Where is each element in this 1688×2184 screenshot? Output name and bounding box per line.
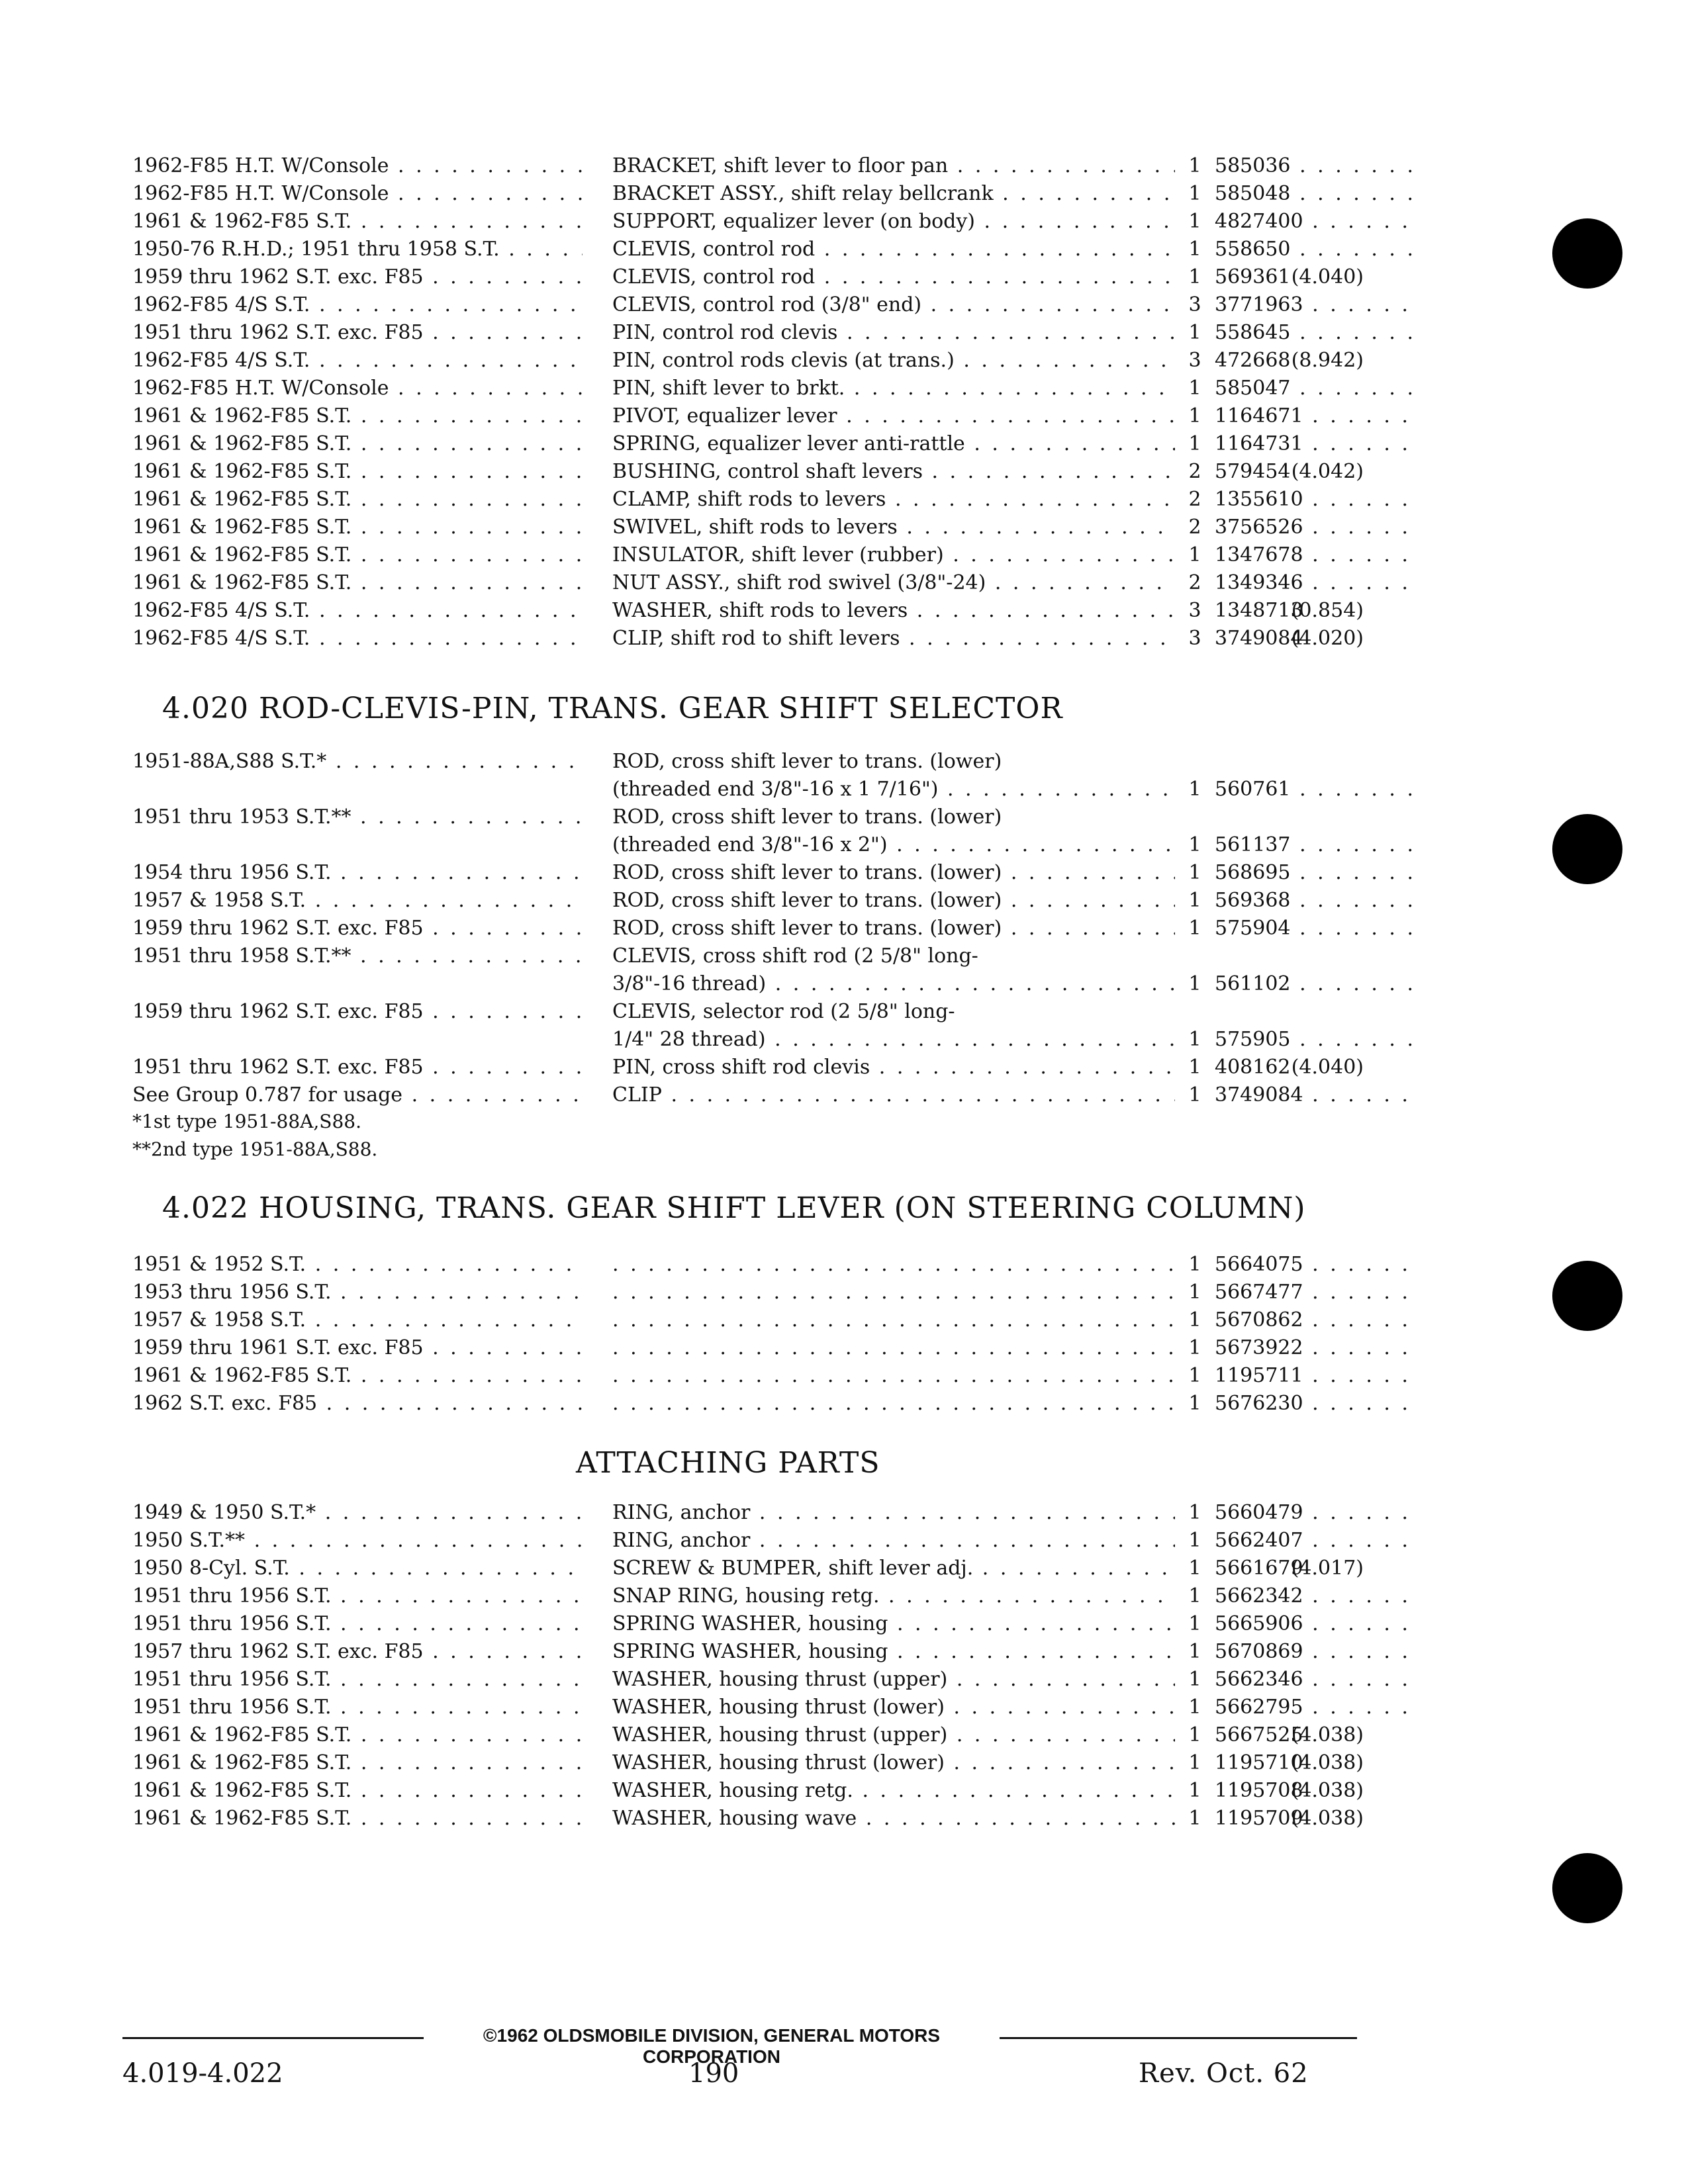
- parts-row: [132, 263, 1364, 291]
- description-cell: WASHER, housing thrust (lower) . . .: [612, 1694, 1175, 1721]
- description-cell: SUPPORT, equalizer lever (on body) . . .: [612, 208, 1175, 236]
- parts-row: [132, 236, 1357, 263]
- punch-hole: [1552, 218, 1622, 289]
- parts-row: [132, 458, 1364, 486]
- part-number-cell: 1195708: [1215, 1779, 1303, 1802]
- description-cell: PIN, control rod clevis . . .: [612, 319, 1175, 347]
- parts-row: [132, 514, 1357, 541]
- parts-row: [132, 998, 1357, 1026]
- part-number-cell: 3771963 . . .: [1215, 291, 1413, 319]
- parts-row: [132, 1081, 1357, 1109]
- quantity-cell: 1: [1188, 1807, 1201, 1830]
- description-cell: ROD, cross shift lever to trans. (lower): [612, 805, 1002, 829]
- usage-cell: 1954 thru 1956 S.T. . . .: [132, 859, 583, 887]
- parts-row: [132, 1610, 1357, 1638]
- quantity-cell: 1: [1188, 265, 1201, 289]
- parts-row: [132, 776, 1357, 803]
- reference-cell: (4.038): [1291, 1751, 1364, 1774]
- quantity-cell: 1: [1188, 321, 1201, 344]
- quantity-cell: 1: [1188, 210, 1201, 233]
- quantity-cell: 1: [1188, 1751, 1201, 1774]
- description-cell: WASHER, housing wave . . .: [612, 1805, 1175, 1833]
- part-number-cell: 569368 . . .: [1215, 887, 1413, 915]
- quantity-cell: 1: [1188, 377, 1201, 400]
- part-number-cell: 5667477 . . .: [1215, 1279, 1413, 1306]
- usage-cell: 1950-76 R.H.D.; 1951 thru 1958 S.T. . . .: [132, 236, 583, 263]
- footer-rule-left: [122, 2037, 453, 2039]
- usage-cell: 1961 & 1962-F85 S.T. . . .: [132, 1805, 583, 1833]
- parts-row: [132, 915, 1357, 942]
- description-cell: 1/4" 28 thread) . . .: [612, 1026, 1175, 1054]
- part-number-cell: 5662407 . . .: [1215, 1527, 1413, 1555]
- usage-cell: 1961 & 1962-F85 S.T. . . .: [132, 569, 583, 597]
- description-cell: SWIVEL, shift rods to levers . . .: [612, 514, 1175, 541]
- description-cell: RING, anchor . . .: [612, 1499, 1175, 1527]
- part-number-cell: 569361: [1215, 265, 1291, 289]
- part-number-cell: 3756526 . . .: [1215, 514, 1413, 541]
- description-cell: SCREW & BUMPER, shift lever adj. . . .: [612, 1555, 1175, 1582]
- quantity-cell: 1: [1188, 1723, 1201, 1747]
- parts-row: [132, 887, 1357, 915]
- quantity-cell: 1: [1188, 833, 1201, 856]
- quantity-cell: 3: [1188, 293, 1201, 316]
- parts-row: [132, 831, 1357, 859]
- usage-cell: 1962-F85 H.T. W/Console . . .: [132, 375, 583, 402]
- description-cell: NUT ASSY., shift rod swivel (3/8"-24) . . .: [612, 569, 1175, 597]
- usage-cell: 1961 & 1962-F85 S.T. . . .: [132, 486, 583, 514]
- description-cell: INSULATOR, shift lever (rubber) . . .: [612, 541, 1175, 569]
- quantity-cell: 1: [1188, 1308, 1201, 1332]
- usage-cell: 1961 & 1962-F85 S.T. . . .: [132, 458, 583, 486]
- parts-row: [132, 748, 1357, 776]
- quantity-cell: 1: [1188, 889, 1201, 912]
- parts-row: [132, 1555, 1364, 1582]
- parts-row: [132, 152, 1357, 180]
- usage-cell: 1962-F85 H.T. W/Console . . .: [132, 152, 583, 180]
- part-number-cell: 5670869 . . .: [1215, 1638, 1413, 1666]
- usage-cell: 1959 thru 1962 S.T. exc. F85 . . .: [132, 998, 583, 1026]
- punch-hole: [1552, 1853, 1622, 1923]
- parts-table-4020: [132, 748, 1364, 1109]
- parts-row: [132, 1805, 1364, 1833]
- quantity-cell: 2: [1188, 460, 1201, 483]
- part-number-cell: 5662795 . . .: [1215, 1694, 1413, 1721]
- usage-cell: 1962-F85 H.T. W/Console . . .: [132, 180, 583, 208]
- quantity-cell: 1: [1188, 917, 1201, 940]
- quantity-cell: 2: [1188, 516, 1201, 539]
- description-cell: [612, 1279, 1175, 1306]
- usage-cell: 1951 thru 1958 S.T.** . . .: [132, 942, 583, 970]
- part-number-cell: 1195710: [1215, 1751, 1303, 1774]
- usage-cell: 1962-F85 4/S S.T. . . .: [132, 597, 583, 625]
- parts-row: [132, 180, 1357, 208]
- footer-section-range: 4.019-4.022: [122, 2058, 283, 2089]
- description-cell: [612, 1362, 1175, 1390]
- parts-row: [132, 291, 1357, 319]
- section-heading-4022: 4.022 HOUSING, TRANS. GEAR SHIFT LEVER (ON STEERING COLUMN): [162, 1191, 1306, 1225]
- part-number-cell: 575905 . . .: [1215, 1026, 1413, 1054]
- part-number-cell: 1347678 . . .: [1215, 541, 1413, 569]
- parts-row: [132, 1251, 1357, 1279]
- description-cell: PIN, control rods clevis (at trans.) . . .: [612, 347, 1175, 375]
- description-cell: CLEVIS, control rod . . .: [612, 236, 1175, 263]
- parts-row: [132, 1026, 1357, 1054]
- part-number-cell: 1164671 . . .: [1215, 402, 1413, 430]
- part-number-cell: 1164731 . . .: [1215, 430, 1413, 458]
- description-cell: WASHER, shift rods to levers . . .: [612, 597, 1175, 625]
- quantity-cell: 1: [1188, 1028, 1201, 1051]
- parts-row: [132, 625, 1364, 653]
- quantity-cell: 3: [1188, 599, 1201, 622]
- footnote-1: *1st type 1951-88A,S88.: [132, 1111, 361, 1132]
- part-number-cell: 5665906 . . .: [1215, 1610, 1413, 1638]
- usage-cell: 1951 thru 1956 S.T. . . .: [132, 1582, 583, 1610]
- parts-row: [132, 208, 1357, 236]
- usage-cell: 1951-88A,S88 S.T.* . . .: [132, 748, 583, 776]
- part-number-cell: 472668: [1215, 349, 1291, 372]
- part-number-cell: 5662346 . . .: [1215, 1666, 1413, 1694]
- description-cell: RING, anchor . . .: [612, 1527, 1175, 1555]
- quantity-cell: 1: [1188, 1392, 1201, 1415]
- footer-rule-right: [966, 2037, 1357, 2039]
- description-cell: CLEVIS, control rod (3/8" end) . . .: [612, 291, 1175, 319]
- parts-row: [132, 803, 1357, 831]
- usage-cell: 1959 thru 1962 S.T. exc. F85 . . .: [132, 915, 583, 942]
- quantity-cell: 1: [1188, 1612, 1201, 1635]
- description-cell: CLAMP, shift rods to levers . . .: [612, 486, 1175, 514]
- part-number-cell: 1355610 . . .: [1215, 486, 1413, 514]
- quantity-cell: 1: [1188, 1640, 1201, 1663]
- usage-cell: 1957 thru 1962 S.T. exc. F85 . . .: [132, 1638, 583, 1666]
- parts-row: [132, 1054, 1364, 1081]
- part-number-cell: 561102 . . .: [1215, 970, 1413, 998]
- reference-cell: (4.038): [1291, 1779, 1364, 1802]
- quantity-cell: 1: [1188, 1529, 1201, 1552]
- quantity-cell: 1: [1188, 1056, 1201, 1079]
- quantity-cell: 1: [1188, 1253, 1201, 1276]
- parts-row: [132, 1777, 1364, 1805]
- footnote-2: **2nd type 1951-88A,S88.: [132, 1138, 378, 1160]
- part-number-cell: 1349346 . . .: [1215, 569, 1413, 597]
- quantity-cell: 1: [1188, 154, 1201, 177]
- parts-row: [132, 375, 1357, 402]
- usage-cell: 1951 & 1952 S.T. . . .: [132, 1251, 583, 1279]
- part-number-cell: 5667525: [1215, 1723, 1303, 1747]
- quantity-cell: 1: [1188, 1557, 1201, 1580]
- description-cell: CLEVIS, selector rod (2 5/8" long-: [612, 1000, 955, 1023]
- part-number-cell: 561137 . . .: [1215, 831, 1413, 859]
- parts-row: [132, 541, 1357, 569]
- quantity-cell: 1: [1188, 1501, 1201, 1524]
- punch-hole: [1552, 814, 1622, 884]
- description-cell: WASHER, housing thrust (lower) . . .: [612, 1749, 1175, 1777]
- usage-cell: 1961 & 1962-F85 S.T. . . .: [132, 1362, 583, 1390]
- parts-table-attaching: [132, 1499, 1364, 1833]
- description-cell: PIVOT, equalizer lever . . .: [612, 402, 1175, 430]
- parts-row: [132, 402, 1357, 430]
- usage-cell: 1961 & 1962-F85 S.T. . . .: [132, 430, 583, 458]
- usage-cell: 1951 thru 1962 S.T. exc. F85 . . .: [132, 1054, 583, 1081]
- usage-cell: 1961 & 1962-F85 S.T. . . .: [132, 1777, 583, 1805]
- usage-cell: 1951 thru 1956 S.T. . . .: [132, 1666, 583, 1694]
- description-cell: ROD, cross shift lever to trans. (lower): [612, 750, 1002, 773]
- part-number-cell: 5660479 . . .: [1215, 1499, 1413, 1527]
- description-cell: SPRING, equalizer lever anti-rattle . . .: [612, 430, 1175, 458]
- description-cell: BRACKET ASSY., shift relay bellcrank . . .: [612, 180, 1175, 208]
- description-cell: (threaded end 3/8"-16 x 1 7/16") . . .: [612, 776, 1175, 803]
- usage-cell: 1951 thru 1962 S.T. exc. F85 . . .: [132, 319, 583, 347]
- quantity-cell: 1: [1188, 404, 1201, 428]
- quantity-cell: 1: [1188, 1281, 1201, 1304]
- parts-row: [132, 1638, 1357, 1666]
- quantity-cell: 1: [1188, 778, 1201, 801]
- quantity-cell: 1: [1188, 1779, 1201, 1802]
- part-number-cell: 1348713: [1215, 599, 1303, 622]
- usage-cell: 1950 8-Cyl. S.T. . . .: [132, 1555, 583, 1582]
- parts-row: [132, 1749, 1364, 1777]
- reference-cell: (4.040): [1291, 1056, 1364, 1079]
- section-heading-attaching: ATTACHING PARTS: [576, 1446, 880, 1480]
- quantity-cell: 1: [1188, 182, 1201, 205]
- description-cell: WASHER, housing thrust (upper) . . .: [612, 1721, 1175, 1749]
- description-cell: BRACKET, shift lever to floor pan . . .: [612, 152, 1175, 180]
- section-heading-4020: 4.020 ROD-CLEVIS-PIN, TRANS. GEAR SHIFT SELECTOR: [162, 692, 1063, 725]
- part-number-cell: 560761 . . .: [1215, 776, 1413, 803]
- quantity-cell: 1: [1188, 238, 1201, 261]
- parts-row: [132, 1306, 1357, 1334]
- parts-row: [132, 1582, 1357, 1610]
- description-cell: WASHER, housing retg. . . .: [612, 1777, 1175, 1805]
- description-cell: PIN, shift lever to brkt. . . .: [612, 375, 1175, 402]
- description-cell: CLIP, shift rod to shift levers . . .: [612, 625, 1175, 653]
- quantity-cell: 2: [1188, 571, 1201, 594]
- part-number-cell: 558645 . . .: [1215, 319, 1413, 347]
- quantity-cell: 1: [1188, 1336, 1201, 1359]
- reference-cell: (4.017): [1291, 1557, 1364, 1580]
- usage-cell: 1961 & 1962-F85 S.T. . . .: [132, 514, 583, 541]
- parts-row: [132, 347, 1364, 375]
- quantity-cell: 1: [1188, 432, 1201, 455]
- description-cell: [612, 1251, 1175, 1279]
- description-cell: CLEVIS, control rod . . .: [612, 263, 1175, 291]
- part-number-cell: 585036 . . .: [1215, 152, 1413, 180]
- description-cell: WASHER, housing thrust (upper) . . .: [612, 1666, 1175, 1694]
- parts-row: [132, 319, 1357, 347]
- punch-hole: [1552, 1261, 1622, 1331]
- quantity-cell: 1: [1188, 1083, 1201, 1107]
- parts-row: [132, 1499, 1357, 1527]
- usage-cell: 1961 & 1962-F85 S.T. . . .: [132, 541, 583, 569]
- usage-cell: 1962-F85 4/S S.T. . . .: [132, 291, 583, 319]
- usage-cell: 1951 thru 1956 S.T. . . .: [132, 1694, 583, 1721]
- reference-cell: (4.042): [1291, 460, 1364, 483]
- quantity-cell: 1: [1188, 861, 1201, 884]
- part-number-cell: 3749084: [1215, 627, 1303, 650]
- description-cell: (threaded end 3/8"-16 x 2") . . .: [612, 831, 1175, 859]
- usage-cell: 1949 & 1950 S.T.* . . .: [132, 1499, 583, 1527]
- quantity-cell: 3: [1188, 627, 1201, 650]
- usage-cell: 1953 thru 1956 S.T. . . .: [132, 1279, 583, 1306]
- parts-row: [132, 1527, 1357, 1555]
- part-number-cell: 5662342 . . .: [1215, 1582, 1413, 1610]
- quantity-cell: 1: [1188, 543, 1201, 567]
- quantity-cell: 1: [1188, 1668, 1201, 1691]
- description-cell: SPRING WASHER, housing . . .: [612, 1610, 1175, 1638]
- parts-row: [132, 942, 1357, 970]
- part-number-cell: 5670862 . . .: [1215, 1306, 1413, 1334]
- usage-cell: 1959 thru 1961 S.T. exc. F85 . . .: [132, 1334, 583, 1362]
- part-number-cell: 579454: [1215, 460, 1291, 483]
- parts-row: [132, 430, 1357, 458]
- part-number-cell: 5661679: [1215, 1557, 1303, 1580]
- usage-cell: 1951 thru 1953 S.T.** . . .: [132, 803, 583, 831]
- quantity-cell: 1: [1188, 972, 1201, 995]
- parts-row: [132, 1279, 1357, 1306]
- quantity-cell: 1: [1188, 1584, 1201, 1608]
- parts-row: [132, 569, 1357, 597]
- usage-cell: 1957 & 1958 S.T. . . .: [132, 1306, 583, 1334]
- usage-cell: 1961 & 1962-F85 S.T. . . .: [132, 402, 583, 430]
- parts-row: [132, 1694, 1357, 1721]
- description-cell: ROD, cross shift lever to trans. (lower) . . .: [612, 915, 1175, 942]
- parts-table-top: [132, 152, 1364, 653]
- part-number-cell: 5664075 . . .: [1215, 1251, 1413, 1279]
- parts-row: [132, 597, 1364, 625]
- quantity-cell: 2: [1188, 488, 1201, 511]
- parts-table-4022: [132, 1251, 1357, 1418]
- description-cell: PIN, cross shift rod clevis . . .: [612, 1054, 1175, 1081]
- part-number-cell: 558650 . . .: [1215, 236, 1413, 263]
- description-cell: BUSHING, control shaft levers . . .: [612, 458, 1175, 486]
- usage-cell: 1961 & 1962-F85 S.T. . . .: [132, 1721, 583, 1749]
- reference-cell: (4.038): [1291, 1807, 1364, 1830]
- parts-row: [132, 1390, 1357, 1418]
- description-cell: SNAP RING, housing retg. . . .: [612, 1582, 1175, 1610]
- part-number-cell: 5673922 . . .: [1215, 1334, 1413, 1362]
- part-number-cell: 575904 . . .: [1215, 915, 1413, 942]
- usage-cell: See Group 0.787 for usage . . .: [132, 1081, 583, 1109]
- footer-revision: Rev. Oct. 62: [1139, 2058, 1309, 2089]
- description-cell: [612, 1306, 1175, 1334]
- part-number-cell: 568695 . . .: [1215, 859, 1413, 887]
- reference-cell: (4.038): [1291, 1723, 1364, 1747]
- usage-cell: 1962 S.T. exc. F85 . . .: [132, 1390, 583, 1418]
- parts-row: [132, 1666, 1357, 1694]
- parts-row: [132, 970, 1357, 998]
- part-number-cell: 4827400 . . .: [1215, 208, 1413, 236]
- usage-cell: 1959 thru 1962 S.T. exc. F85 . . .: [132, 263, 583, 291]
- usage-cell: 1962-F85 4/S S.T. . . .: [132, 625, 583, 653]
- usage-cell: 1950 S.T.** . . .: [132, 1527, 583, 1555]
- quantity-cell: 1: [1188, 1696, 1201, 1719]
- part-number-cell: 5676230 . . .: [1215, 1390, 1413, 1418]
- parts-row: [132, 859, 1357, 887]
- parts-row: [132, 1721, 1364, 1749]
- part-number-cell: 585047 . . .: [1215, 375, 1413, 402]
- reference-cell: (4.040): [1291, 265, 1364, 289]
- description-cell: ROD, cross shift lever to trans. (lower) . . .: [612, 887, 1175, 915]
- usage-cell: 1961 & 1962-F85 S.T. . . .: [132, 208, 583, 236]
- usage-cell: 1957 & 1958 S.T. . . .: [132, 887, 583, 915]
- part-number-cell: 3749084 . . .: [1215, 1081, 1413, 1109]
- part-number-cell: 1195711 . . .: [1215, 1362, 1413, 1390]
- quantity-cell: 3: [1188, 349, 1201, 372]
- description-cell: SPRING WASHER, housing . . .: [612, 1638, 1175, 1666]
- description-cell: ROD, cross shift lever to trans. (lower) . . .: [612, 859, 1175, 887]
- usage-cell: 1962-F85 4/S S.T. . . .: [132, 347, 583, 375]
- part-number-cell: 408162: [1215, 1056, 1291, 1079]
- description-cell: [612, 1390, 1175, 1418]
- footer-copyright: ©1962 OLDSMOBILE DIVISION, GENERAL MOTORS CORPORATION: [424, 2025, 1000, 2068]
- usage-cell: 1961 & 1962-F85 S.T. . . .: [132, 1749, 583, 1777]
- part-number-cell: 585048 . . .: [1215, 180, 1413, 208]
- reference-cell: (8.942): [1291, 349, 1364, 372]
- description-cell: [612, 1334, 1175, 1362]
- description-cell: 3/8"-16 thread) . . .: [612, 970, 1175, 998]
- description-cell: CLIP . . .: [612, 1081, 1175, 1109]
- quantity-cell: 1: [1188, 1364, 1201, 1387]
- reference-cell: (0.854): [1291, 599, 1364, 622]
- parts-row: [132, 1334, 1357, 1362]
- parts-row: [132, 486, 1357, 514]
- usage-cell: 1951 thru 1956 S.T. . . .: [132, 1610, 583, 1638]
- parts-row: [132, 1362, 1357, 1390]
- footer-page-number: 190: [688, 2058, 739, 2089]
- description-cell: CLEVIS, cross shift rod (2 5/8" long-: [612, 944, 978, 968]
- reference-cell: (4.020): [1291, 627, 1364, 650]
- part-number-cell: 1195709: [1215, 1807, 1303, 1830]
